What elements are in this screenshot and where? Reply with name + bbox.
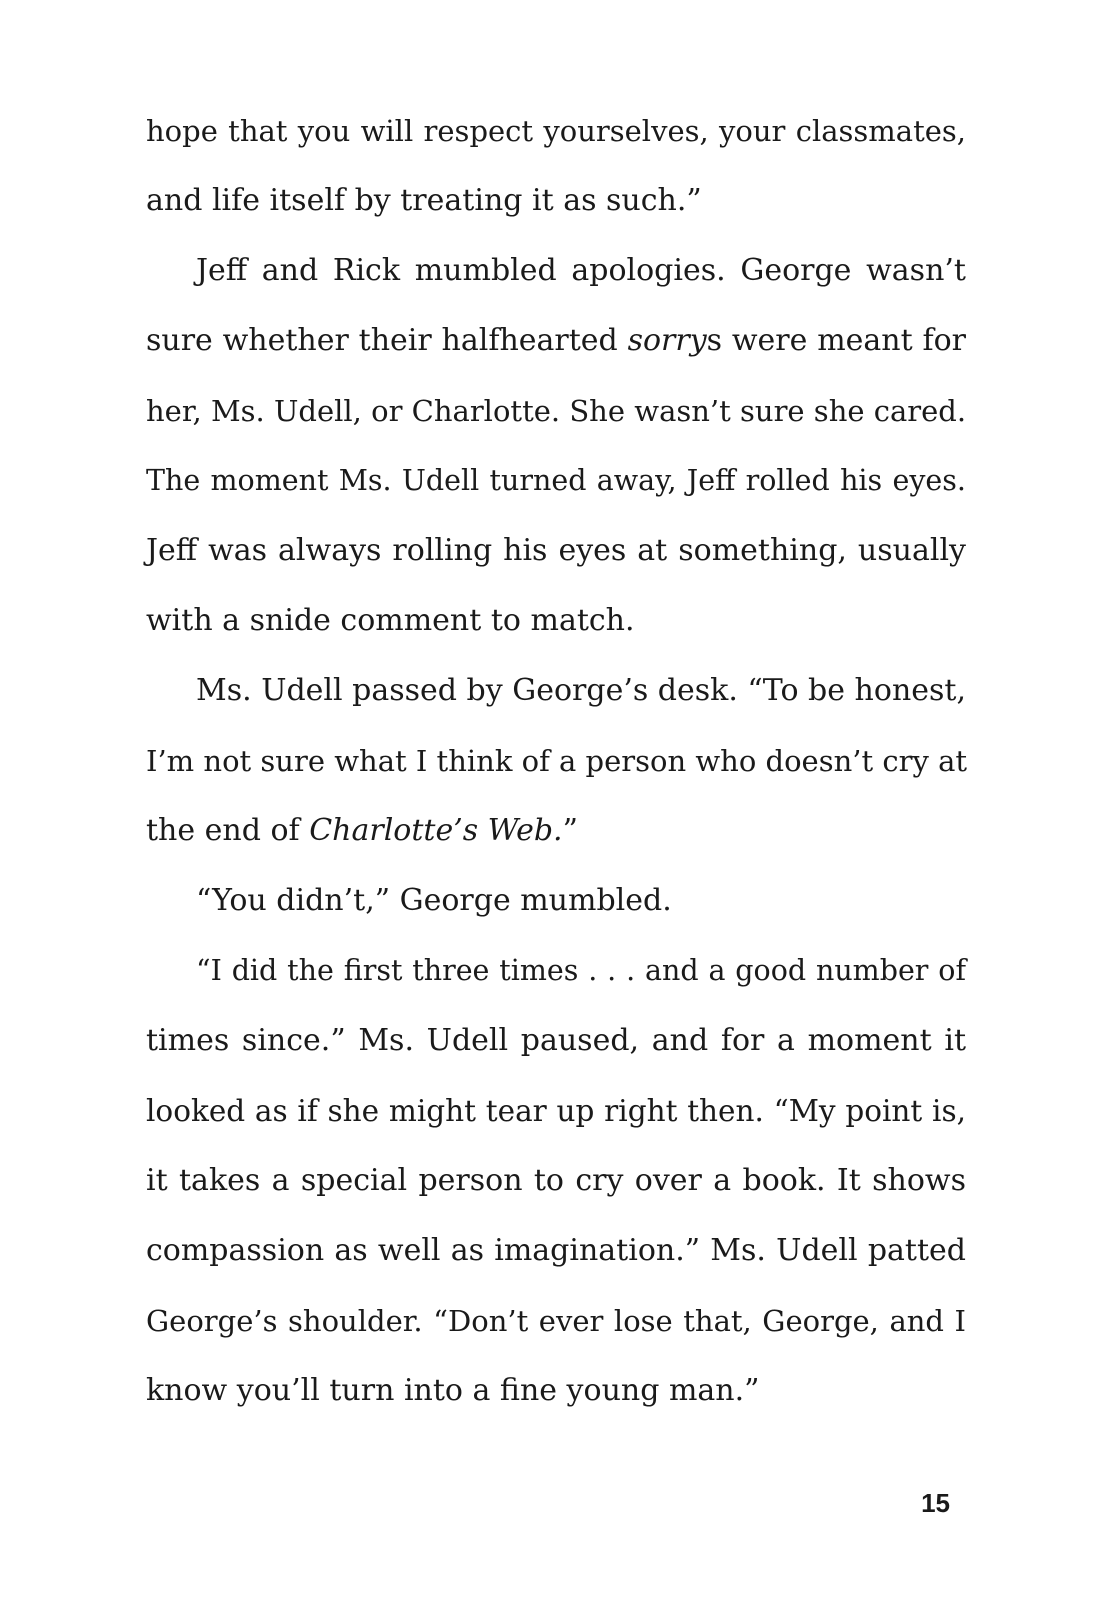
- text-line: [146, 806, 966, 856]
- page-number: 15: [921, 1488, 950, 1518]
- text-line: “I did the first three times . . . and a good number of: [196, 954, 966, 987]
- text-line: compassion as well as imagination.” Ms. Udell patted: [146, 1233, 966, 1268]
- text-line: Jeff was always rolling his eyes at something, usually: [146, 533, 966, 568]
- text-line: Jeff and Rick mumbled apologies. George wasn’t: [196, 253, 966, 288]
- text-line: George’s shoulder. “Don’t ever lose that, George, and I: [146, 1304, 966, 1338]
- text-segment: ”: [562, 813, 578, 848]
- text-line: [146, 316, 966, 366]
- text-segment: the end of: [146, 813, 310, 848]
- text-line: looked as if she might tear up right then. “My point is,: [146, 1094, 966, 1128]
- text-line: with a snide comment to match.: [146, 603, 635, 638]
- text-line: The moment Ms. Udell turned away, Jeff rolled his eyes.: [146, 464, 966, 497]
- italic-title: Charlotte’s Web.: [309, 813, 563, 848]
- text-line: it takes a special person to cry over a book. It shows: [146, 1163, 966, 1198]
- text-line: hope that you will respect yourselves, your classmates,: [146, 114, 966, 148]
- text-segment: s were meant for: [706, 323, 966, 358]
- text-line: her, Ms. Udell, or Charlotte. She wasn’t sure she cared.: [146, 394, 967, 428]
- italic-word: sorry: [627, 323, 707, 358]
- text-line: times since.” Ms. Udell paused, and for a moment it: [146, 1023, 966, 1058]
- text-line: I’m not sure what I think of a person who doesn’t cry at: [146, 744, 968, 778]
- text-line: know you’ll turn into a fine young man.”: [146, 1373, 760, 1408]
- text-segment: sure whether their halfhearted: [146, 323, 628, 358]
- text-line: and life itself by treating it as such.”: [146, 183, 702, 218]
- text-line: “You didn’t,” George mumbled.: [196, 883, 672, 918]
- text-line: Ms. Udell passed by George’s desk. “To be honest,: [196, 673, 966, 708]
